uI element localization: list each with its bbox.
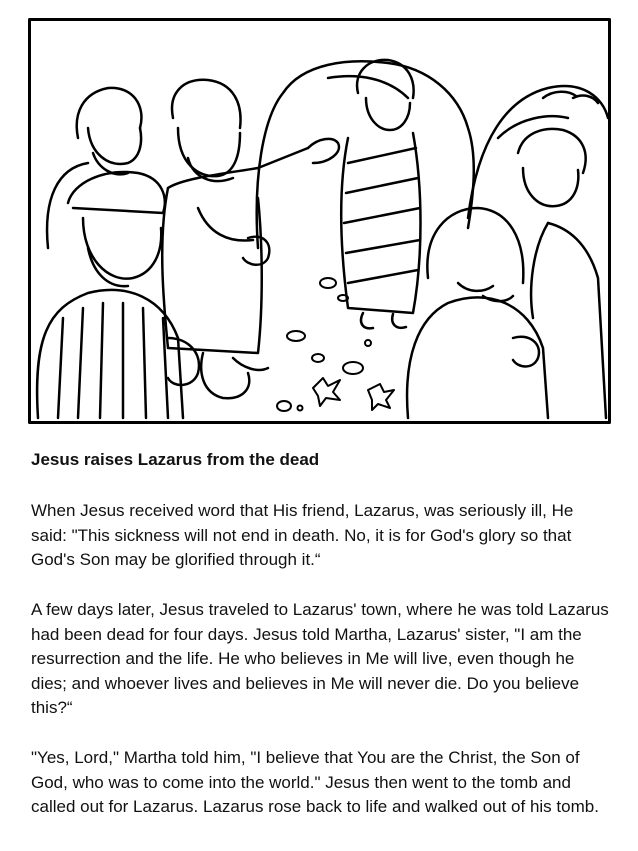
paragraph-2: A few days later, Jesus traveled to Lazarus' town, where he was told Lazarus had been dead for four days. Jesus told Martha, Lazarus' sister, "I am the resurrection and the life. He who believes in Me will live, even though he dies; and whoever lives and believes in Me will never die. Do you believe this?“ <box>31 600 609 717</box>
coloring-illustration <box>28 18 611 424</box>
paragraph-3: "Yes, Lord," Martha told him, "I believe that You are the Christ, the Son of God, who was to come into the world." Jesus then went to the tomb and called out for Lazarus. Lazarus rose back to life and walked out of his tomb. <box>31 748 599 816</box>
paragraph-1: When Jesus received word that His friend, Lazarus, was seriously ill, He said: "This sickness will not end in death. No, it is for God's glory so that God's Son may be glorified through it.“ <box>31 501 574 569</box>
ground-stones <box>277 278 394 411</box>
figure-young-man <box>518 129 606 418</box>
figure-man-headcloth <box>37 172 199 418</box>
figure-bearded-man-back <box>47 88 141 248</box>
page-title: Jesus raises Lazarus from the dead <box>31 450 320 469</box>
figure-martha <box>407 208 548 418</box>
figure-lazarus <box>341 60 420 329</box>
figure-jesus <box>162 80 339 398</box>
cave-rocks <box>257 61 608 248</box>
